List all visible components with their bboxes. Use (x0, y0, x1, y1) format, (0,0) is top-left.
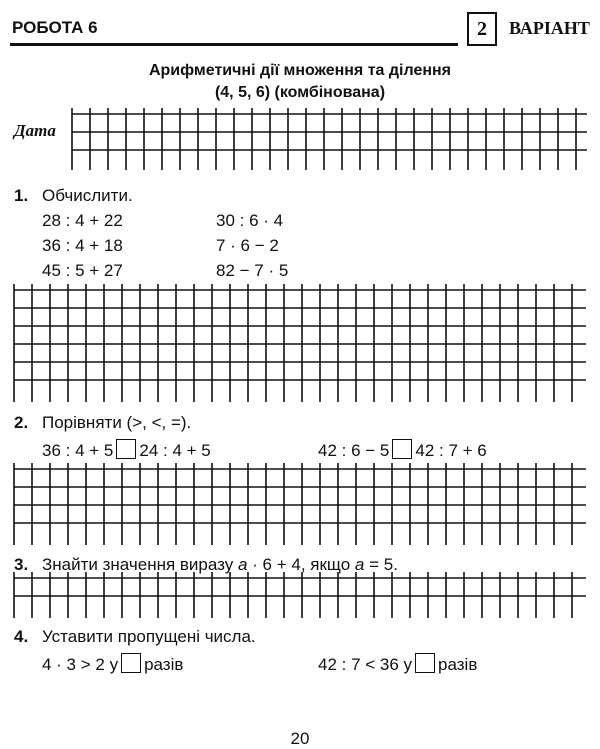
expression: 45 : 5 + 27 (42, 261, 123, 280)
expression: 42 : 6 − 5 (318, 441, 390, 460)
instruction-text: Знайти значення виразу (42, 555, 238, 574)
task-2-instruction: Порівняти (>, <, =). (42, 413, 192, 432)
expression: разів (438, 655, 478, 674)
date-label: Дата (14, 121, 56, 140)
variant-number: 2 (467, 12, 497, 46)
task-1-number: 1. (14, 186, 29, 205)
task-3-number: 3. (14, 555, 29, 574)
task-4-instruction: Уставити пропущені числа. (42, 627, 256, 646)
instruction-text: · 6 + 4, якщо (247, 555, 355, 574)
variable: а (237, 555, 248, 574)
expression: разів (144, 655, 184, 674)
answer-box[interactable] (121, 653, 141, 673)
task-1-instruction: Обчислити. (42, 186, 133, 205)
answer-box[interactable] (415, 653, 435, 673)
page-number: 20 (290, 729, 310, 748)
expression: 42 : 7 + 6 (415, 441, 487, 460)
task-4-number: 4. (14, 627, 29, 646)
expression: 24 : 4 + 5 (139, 441, 211, 460)
topic-line-2: (4, 5, 6) (комбінована) (214, 84, 386, 101)
expression: 42 : 7 < 36 у (318, 655, 413, 674)
task-2-number: 2. (14, 413, 29, 432)
expression: 82 − 7 · 5 (216, 261, 289, 280)
expression: 30 : 6 · 4 (216, 211, 284, 230)
fill-in-right (318, 653, 477, 675)
expression: 28 : 4 + 22 (42, 211, 123, 230)
instruction-text: = 5. (364, 555, 398, 574)
expression: 36 : 4 + 18 (42, 236, 123, 255)
topic-line-1: Арифметичні дії множення та ділення (148, 62, 452, 79)
variant-label: ВАРІАНТ (509, 18, 590, 38)
work-title: РОБОТА 6 (12, 18, 98, 37)
fill-in-left (42, 653, 183, 675)
expression: 36 : 4 + 5 (42, 441, 114, 460)
variable: а (354, 555, 365, 574)
expression: 7 · 6 − 2 (216, 236, 279, 255)
expression: 4 · 3 > 2 у (42, 655, 119, 674)
